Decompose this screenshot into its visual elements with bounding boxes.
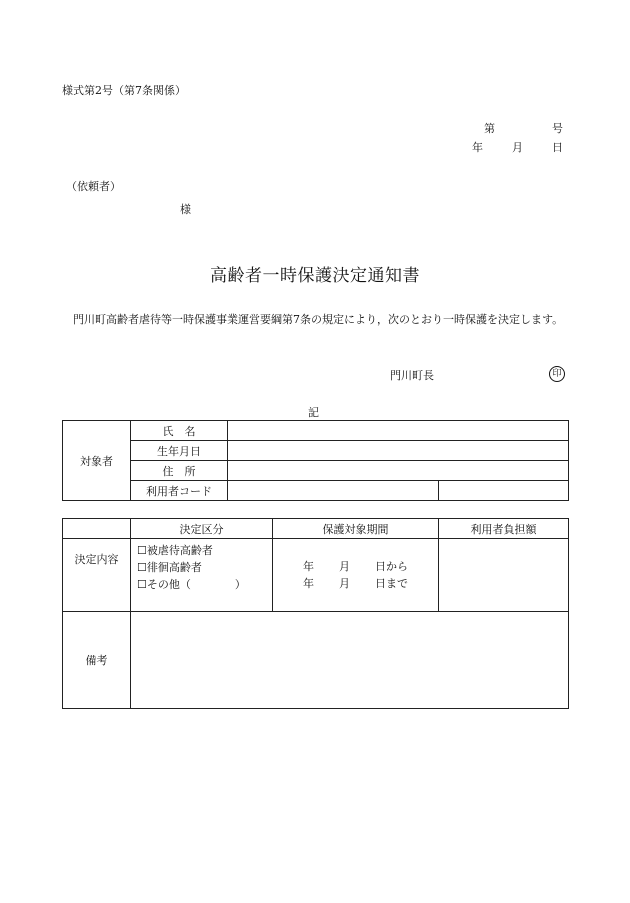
remarks-field[interactable] [131,612,569,709]
address-label: 住 所 [131,461,228,481]
name-label: 氏 名 [131,421,228,441]
table-row [63,421,569,441]
doc-number-dai: 第 [484,122,495,135]
document-date [472,139,563,155]
category-header: 決定区分 [131,519,273,539]
period-header: 保護対象期間 [273,519,439,539]
corner-cell [63,519,131,539]
date-year: 年 [472,141,483,154]
from-year: 年 [303,560,314,573]
issuer-name: 門川町長 [390,369,434,382]
period-to [273,575,438,592]
period-from [273,558,438,575]
to-day: 日まで [375,577,408,590]
burden-field[interactable] [439,539,569,612]
table-row [63,481,569,501]
form-number: 様式第2号（第7条関係） [62,84,186,97]
address-field[interactable] [228,461,569,481]
burden-header: 利用者負担額 [439,519,569,539]
table-row [63,612,569,709]
requester-honorific: 様 [180,203,191,216]
table-row [63,441,569,461]
option-other[interactable]: ☐その他（ ） [137,578,246,591]
from-month: 月 [339,560,350,573]
date-day: 日 [552,141,563,154]
table-row [63,519,569,539]
user-code-label: 利用者コード [131,481,228,501]
table-row [63,539,569,612]
decision-table [62,518,569,709]
decision-row-label: 決定内容 [63,539,131,612]
option-wandering-elderly[interactable]: ☐徘徊高齢者 [137,561,202,574]
category-options [131,539,273,612]
body-text: 門川町高齢者虐待等一時保護事業運営要綱第7条の規定により，次のとおり一時保護を決定します。 [73,313,564,326]
doc-number-go: 号 [552,122,563,135]
subject-group-label: 対象者 [63,421,131,501]
table-row [63,461,569,481]
user-code-extra-field[interactable] [439,481,569,501]
option-abused-elderly[interactable]: ☐被虐待高齢者 [137,544,213,557]
remarks-label: 備考 [63,612,131,709]
ki-marker: 記 [308,406,319,419]
date-month: 月 [512,141,523,154]
to-year: 年 [303,577,314,590]
to-month: 月 [339,577,350,590]
birthdate-label: 生年月日 [131,441,228,461]
period-cell [273,539,439,612]
user-code-field[interactable] [228,481,439,501]
document-title: 高齢者一時保護決定通知書 [210,266,420,286]
birthdate-field[interactable] [228,441,569,461]
from-day: 日から [375,560,408,573]
requester-label: （依頼者） [66,180,121,193]
document-number [484,120,563,136]
seal-mark: 印 [549,366,565,382]
name-field[interactable] [228,421,569,441]
subject-table [62,420,569,501]
